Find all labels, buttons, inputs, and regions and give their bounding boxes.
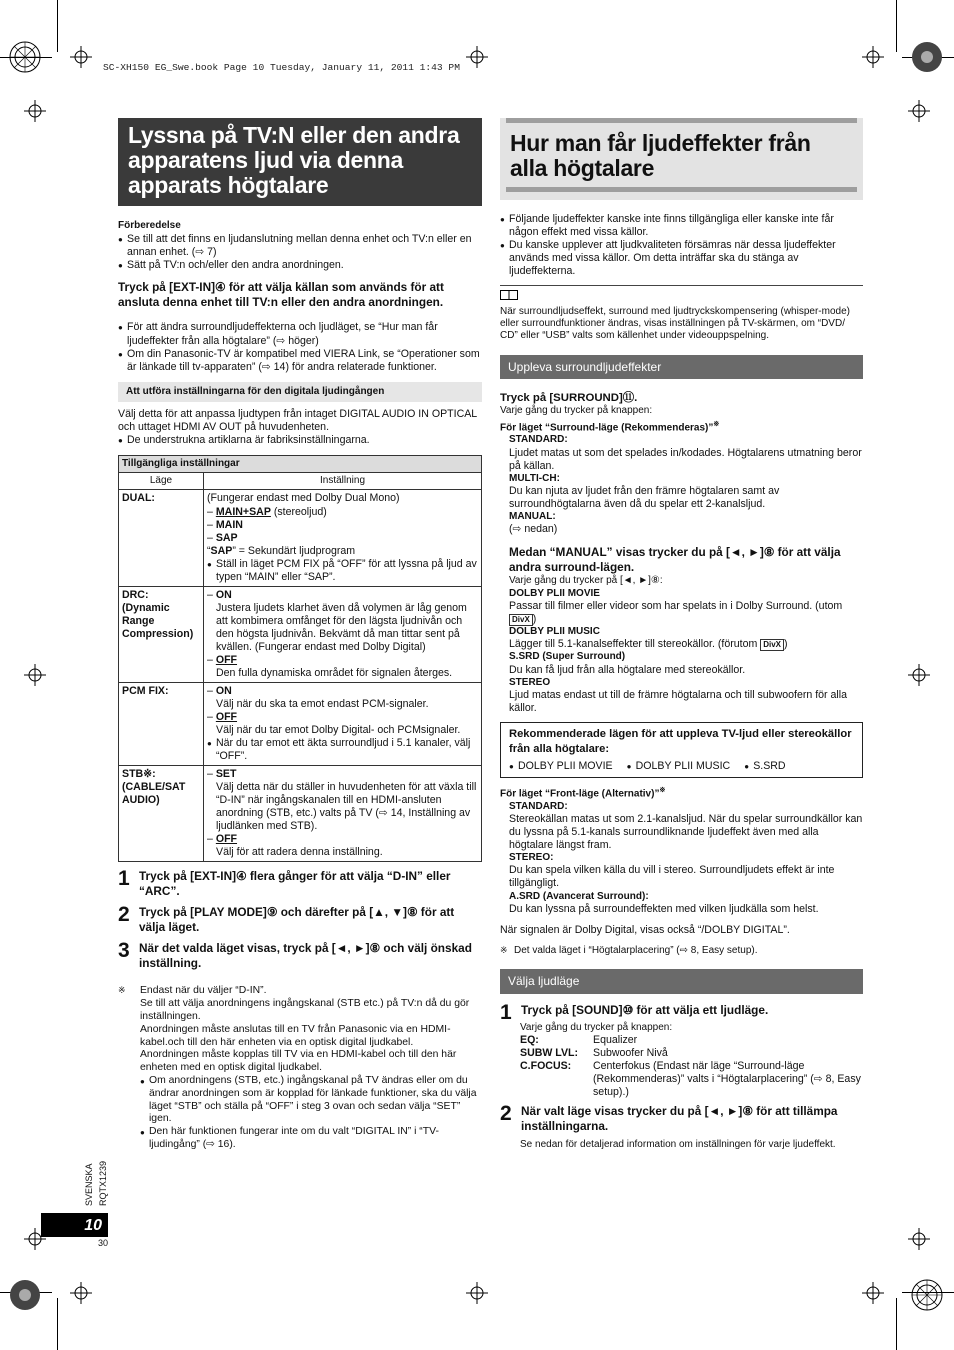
- crosshair-icon: [466, 46, 488, 68]
- manual-mode-value: Passar till filmer eller videor som har spelats in i Dolby Surround. (utom DivX ): [509, 600, 843, 626]
- surround-mode-key: MANUAL:: [509, 510, 556, 522]
- print-header: SC-XH150 EG_Swe.book Page 10 Tuesday, January 11, 2011 1:43 PM: [103, 62, 460, 73]
- table-caption: Tillgängliga inställningar: [119, 455, 482, 472]
- settings-table: [118, 455, 482, 862]
- setting-value: MAIN+SAP: [215, 505, 271, 518]
- mode-footnote: ※ Det valda läget i “Högtalarplacering” (⇨ 8, Easy setup).: [500, 944, 758, 956]
- column-header: Inställning: [204, 473, 482, 490]
- surround-mode-value: Du kan njuta av ljudet från den främre högtalaren samt av surroundhögtalarna även då du spelar ett 2-kanalsljud.: [509, 484, 780, 510]
- crosshair-icon: [24, 100, 46, 122]
- sound-row: [520, 1034, 863, 1047]
- front-mode-label: För läget “Front-läge (Alternativ)”※: [500, 787, 666, 800]
- right-title: Hur man får ljudeffekter från alla högtalare: [510, 130, 811, 181]
- page-number: 10: [41, 1213, 108, 1237]
- right-title-box: [500, 118, 863, 200]
- sound-key: EQ:: [520, 1034, 539, 1047]
- sound-value: Subwoofer Nivå: [593, 1047, 668, 1060]
- front-mode-value: Stereokällan matas ut som 2.1-kanalsljud. När du spelar surroundkällor kan du lyssna på 5.1-kanals surroundliknande ljudeffekt även med alla högtalare längst fram.: [509, 813, 863, 852]
- manual-mode-key: S.SRD (Super Surround): [509, 651, 626, 663]
- ext-in-instruction: Tryck på [EXT-IN]④ för att välja källan som används för att ansluta denna enhet till TV:n eller den andra anordningen.: [118, 279, 444, 310]
- rec-title: Rekommenderade lägen för att uppleva TV-ljud eller stereokällor från alla högtalare:: [509, 728, 852, 755]
- divx-badge: DivX: [760, 639, 784, 651]
- setting-value: OFF: [215, 653, 238, 666]
- book-note-icon: [500, 290, 518, 300]
- manual-mode-key: DOLBY PLII MOVIE: [509, 587, 600, 599]
- setting-line: – MAIN: [207, 518, 243, 531]
- surround-mode-value: Ljudet matas ut som det spelades in/kodades. Högtalarens utmatning beror på källan.: [509, 446, 862, 472]
- note-item: ● Om din Panasonic-TV är kompatibel med VIERA Link, se “Operationer som är länkade till tv-apparaten” (⇨ 14) för andra relaterade funktioner.: [118, 348, 482, 374]
- recommended-box: [500, 722, 863, 778]
- front-mode-value: Du kan lyssna på surroundeffekten med vilken ljudkälla som helst.: [509, 902, 819, 915]
- manual-mode-value: Ljud matas endast ut till de främre högtalarna och till subwoofern för alla källor.: [509, 689, 848, 715]
- setting-line: – MAIN+SAP (stereoljud): [207, 505, 327, 518]
- side-code: RQTX1239: [98, 1160, 108, 1206]
- step-item: 1 Tryck på [SOUND]⑩ för att välja ett ljudläge.: [500, 1000, 769, 1024]
- crosshair-icon: [70, 1282, 92, 1304]
- registration-rose-icon: [8, 1278, 42, 1312]
- section-header: Välja ljudläge: [500, 969, 863, 994]
- front-mode-key: STEREO:: [509, 852, 554, 864]
- setting-value: OFF: [215, 710, 238, 723]
- manual-mode-value: Du kan få ljud från alla högtalare med stereokällor.: [509, 663, 746, 676]
- rec-item: ● DOLBY PLII MUSIC: [627, 760, 731, 773]
- crosshair-icon: [466, 1282, 488, 1304]
- surround-press: Tryck på [SURROUND]⑪.: [500, 392, 638, 405]
- sound-each: Varje gång du trycker på knappen:: [520, 1021, 673, 1033]
- intro-item: ● Följande ljudeffekter kanske inte finns tillgängliga eller kanske inte får någon effekt med vissa källor.: [500, 213, 863, 239]
- setting-line: ● Ställ in läget PCM FIX på “OFF” för att lyssna på ljud av typen “MAIN” eller “SAP”.: [207, 558, 478, 584]
- dolby-note: När signalen är Dolby Digital, visas också “/DOLBY DIGITAL”.: [500, 923, 790, 936]
- setting-cell: [204, 765, 482, 861]
- footnote: ※ Endast när du väljer “D-IN”. Se till att välja anordningens ingångskanal (STB etc.) på TV:n då du gör inställningen. Anordningen måste anslutas till en TV från Panasonic via en HDMI-kabel.och till den här enheten via en optisk digital ljudkabel. Anordningen måste kopplas till TV via en HDMI-kabel och till den här enheten med en optisk digital ljudkabel. ● Om anordningens (STB, etc.) ingångskanal på TV ändras eller om du ändrar anordningen som är kopplad för länkade funktioner, ska du välja läget “STB” och ställa på “OFF” i steg 3 ovan och sedan välja “SET” igen. ● Den här funktionen fungerar inte om du valt “DIGITAL IN” i “TV-ljudingång” (⇨ 16).: [118, 985, 482, 1151]
- setting-line: Välj detta när du ställer in huvudenheten för att växla till “D-IN” när ingångskanalen till en HDMI-ansluten anordning (STB, etc.) valts på TV (⇨ 14, Inställning av ljudlänken med STB).: [216, 780, 477, 832]
- setting-line: – OFF: [207, 653, 238, 666]
- registration-rose-icon: [910, 1278, 944, 1312]
- setting-line: Välj när du ska ta emot endast PCM-signaler.: [216, 697, 429, 710]
- rec-item: ● DOLBY PLII MOVIE: [509, 760, 613, 773]
- mode-cell: STB※: (CABLE/SAT AUDIO): [119, 765, 204, 861]
- front-mode-key: A.SRD (Avancerat Surround):: [509, 890, 649, 902]
- setting-line: – SAP: [207, 531, 238, 544]
- column-header: Läge: [119, 473, 204, 490]
- table-row: [119, 490, 482, 586]
- surround-mode-key: STANDARD:: [509, 434, 568, 446]
- note-item: ● För att ändra surroundljudeffekterna och ljudläget, se “Hur man får ljudeffekter från alla högtalare” (⇨ höger): [118, 321, 482, 347]
- crosshair-icon: [908, 1228, 930, 1250]
- mode-cell: DUAL:: [119, 490, 204, 586]
- page-sub-number: 30: [98, 1238, 109, 1248]
- manual-mode-key: DOLBY PLII MUSIC: [509, 626, 600, 638]
- section-header: Uppleva surroundljudeffekter: [500, 355, 863, 380]
- manual-head: Medan “MANUAL” visas trycker du på [◄, ►]⑧ för att välja andra surround-lägen.: [509, 545, 841, 575]
- prep-item: ● Sätt på TV:n och/eller den andra anordningen.: [118, 259, 482, 272]
- step-item: 1 Tryck på [EXT-IN]④ flera gånger för att välja “D-IN” eller “ARC”.: [118, 866, 451, 898]
- crosshair-icon: [862, 46, 884, 68]
- left-title: Lyssna på TV:N eller den andra apparatens ljud via denna apparats högtalare: [118, 118, 482, 206]
- registration-rose-icon: [910, 40, 944, 74]
- setting-value: MAIN: [215, 518, 243, 531]
- surround-mode-key: MULTI-CH:: [509, 472, 560, 484]
- step-item: 2 Tryck på [PLAY MODE]⑨ och därefter på [▲, ▼]⑧ för att välja läget.: [118, 903, 455, 935]
- sound-key: SUBW LVL:: [520, 1047, 579, 1060]
- step-item: 2 När valt läge visas trycker du på [◄, ►]⑧ för att tillämpa inställningarna.: [500, 1102, 838, 1134]
- left-column: [118, 118, 482, 1152]
- setting-value: ON: [215, 588, 232, 601]
- surround-mode-label: För läget “Surround-läge (Rekommenderas)”※: [500, 420, 720, 434]
- setting-value: SAP: [210, 544, 233, 557]
- prep-label: Förberedelse: [118, 220, 181, 232]
- sound-key: C.FOCUS:: [520, 1060, 572, 1073]
- setting-cell: [204, 490, 482, 586]
- surround-mode-value: (⇨ nedan): [509, 523, 558, 536]
- setting-line: – OFF: [207, 832, 238, 845]
- sound-value: Centerfokus (Endast när läge “Surround-läge (Rekommenderas)” valts i “Högtalarplacering” (⇨ 8, Easy setup).): [593, 1060, 861, 1099]
- side-language: SVENSKA: [84, 1163, 94, 1206]
- crosshair-icon: [908, 100, 930, 122]
- table-row: [119, 765, 482, 861]
- sound-footnote: Se nedan för detaljerad information om inställningen för varje ljudeffekt.: [520, 1138, 836, 1150]
- crosshair-icon: [908, 664, 930, 686]
- setting-value: SAP: [215, 531, 238, 544]
- sound-value: Equalizer: [593, 1034, 638, 1047]
- setting-cell: [204, 586, 482, 682]
- setting-value: ON: [215, 684, 232, 697]
- table-row: [119, 586, 482, 682]
- digital-text: Välj detta för att anpassa ljudtypen från intaget DIGITAL AUDIO IN OPTICAL och uttaget HDMI AV OUT på huvudenheten.: [118, 407, 477, 433]
- setting-line: Den fulla dynamiska området för signalen återges.: [216, 666, 453, 679]
- manual-each: Varje gång du trycker på [◄, ►]⑧:: [509, 575, 663, 587]
- setting-line: Välj när du tar emot Dolby Digital- och PCMsignaler.: [216, 723, 461, 736]
- registration-rose-icon: [8, 40, 42, 74]
- front-mode-key: STANDARD:: [509, 800, 568, 812]
- manual-list: [500, 588, 863, 715]
- sound-row: [520, 1047, 863, 1060]
- setting-line: “SAP” = Sekundärt ljudprogram: [207, 544, 356, 557]
- step-item: 3 När det valda läget visas, tryck på [◄, ►]⑧ och välj önskad inställning.: [118, 939, 472, 971]
- sound-list: [500, 1034, 863, 1099]
- setting-line: – ON: [207, 684, 232, 697]
- each-press: Varje gång du trycker på knappen:: [500, 405, 653, 417]
- setting-line: (Fungerar endast med Dolby Dual Mono): [207, 492, 400, 505]
- crosshair-icon: [862, 1282, 884, 1304]
- setting-cell: [204, 682, 482, 765]
- manual-mode-value: Lägger till 5.1-kanalseffekter till stereokällor. (förutom DivX ): [509, 638, 788, 651]
- manual-mode-key: STEREO: [509, 676, 551, 688]
- table-row: [119, 682, 482, 765]
- rec-item: ● S.SRD: [744, 760, 785, 773]
- surround-list: [500, 434, 863, 536]
- setting-line: – OFF: [207, 710, 238, 723]
- right-column: [500, 118, 863, 1151]
- divx-badge: DivX: [509, 614, 533, 626]
- intro-item: ● Du kanske upplever att ljudkvaliteten försämras när dessa ljudeffekter används med vissa källor. Om detta inträffar ska du stänga av ljudeffekterna.: [500, 239, 863, 278]
- mode-cell: DRC: (Dynamic Range Compression): [119, 586, 204, 682]
- sound-row: [520, 1060, 863, 1099]
- note-text: När surroundljudseffekt, surround med ljudtryckskompensering (whisper-mode) eller surroundfunktioner ändras, visas inställningen på TV-skärmen, om “DVD/ CD” eller “USB” valts som källenhet under videouppspelning.: [500, 305, 850, 342]
- front-list: [500, 801, 863, 916]
- setting-value: OFF: [215, 832, 238, 845]
- digital-note: ● De understrukna artiklarna är fabriksinställningarna.: [118, 434, 482, 447]
- prep-item: ● Se till att det finns en ljudanslutning mellan denna enhet och TV:n eller en annan enhet. (⇨ 7): [118, 233, 482, 259]
- setting-value: SET: [215, 767, 237, 780]
- setting-line: – ON: [207, 588, 232, 601]
- mode-cell: PCM FIX:: [119, 682, 204, 765]
- digital-input-heading: Att utföra inställningarna för den digitala ljudingången: [118, 382, 482, 402]
- front-mode-value: Du kan spela vilken källa du vill i stereo. Surroundljudets effekt är inte tillgängligt.: [509, 864, 835, 890]
- setting-line: Välj för att radera denna inställning.: [216, 845, 383, 858]
- crosshair-icon: [24, 664, 46, 686]
- setting-line: Justera ljudets klarhet även då volymen är låg genom att kombimera omfånget för den lägsta ljudnivån och den högsta ljudnivån. Bekvämt då man tittar sent på kvällen. (Fungerar endast med Dolby Digital): [216, 601, 467, 653]
- rec-items: [509, 760, 854, 773]
- setting-line: ● När du tar emot ett äkta surroundljud i 5.1 kanaler, välj “OFF”.: [207, 737, 478, 763]
- setting-line: – SET: [207, 767, 237, 780]
- crosshair-icon: [70, 46, 92, 68]
